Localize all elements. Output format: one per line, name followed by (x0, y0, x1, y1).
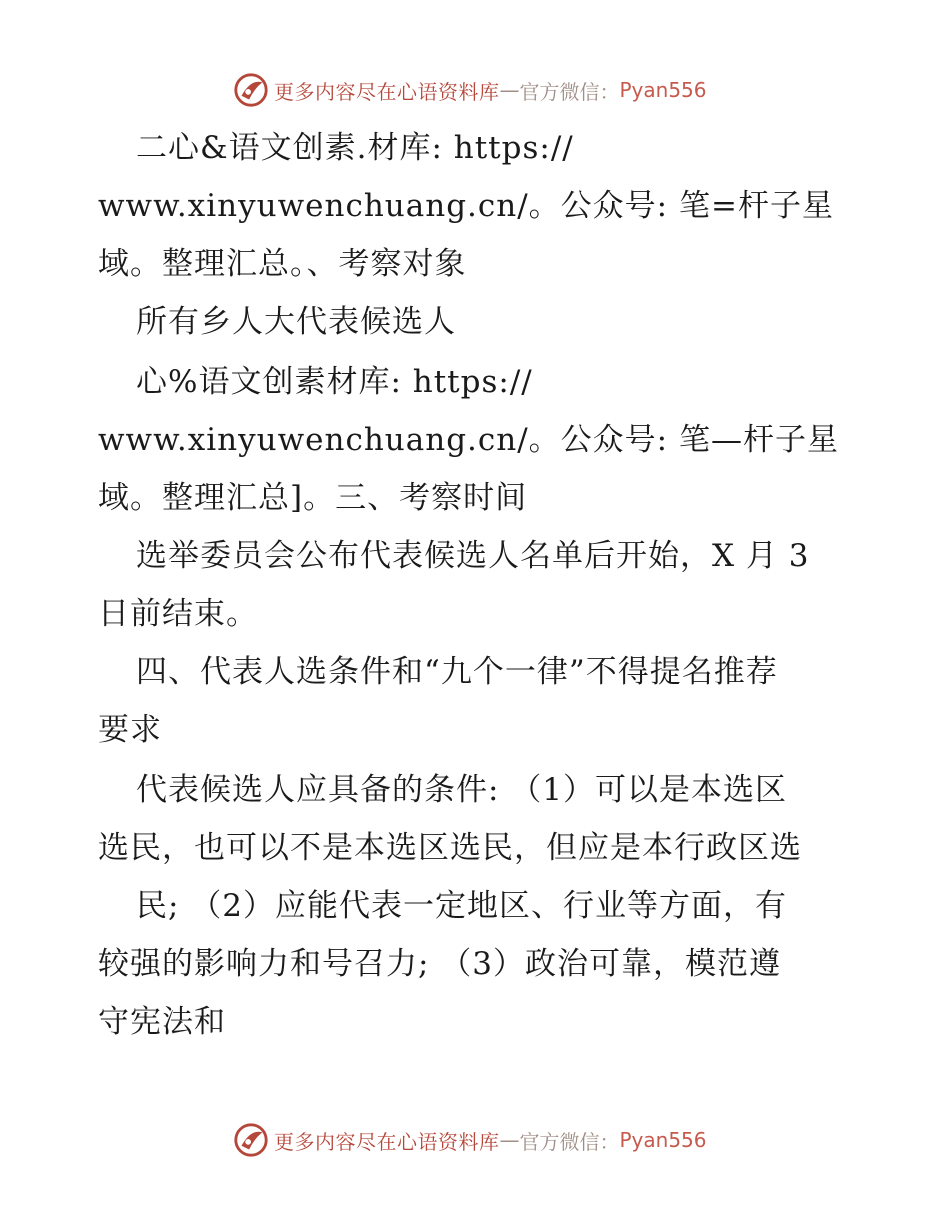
brand-logo-icon (232, 71, 270, 109)
text-line: 所有乡人大代表候选人 (136, 304, 456, 340)
text-line: www.xinyuwenchuang.cn/。公众号: 笔—杆子星 (98, 422, 839, 458)
text-line: 代表候选人应具备的条件: （1）可以是本选区 (136, 772, 788, 808)
text-line: 二心&语文创素.材库: https:// (136, 130, 574, 166)
banner-wechat-handle: Pyan556 (619, 78, 707, 102)
footer-banner (232, 1120, 707, 1160)
text-line: 守宪法和 (98, 1004, 226, 1040)
text-line: 日前结束。 (98, 596, 258, 632)
banner-separator: — (499, 1128, 520, 1152)
text-line: 心%语文创素材库: https:// (136, 364, 533, 400)
brand-logo-icon (232, 1121, 270, 1159)
text-line: 四、代表人选条件和“九个一律”不得提名推荐 (136, 654, 778, 690)
banner-wechat-handle: Pyan556 (619, 1128, 707, 1152)
text-line: www.xinyuwenchuang.cn/。公众号: 笔=杆子星 (98, 188, 834, 224)
text-line: 选民，也可以不是本选区选民，但应是本行政区选 (98, 830, 802, 866)
text-line: 域。整理汇总]。三、考察时间 (98, 480, 528, 516)
header-banner (232, 70, 707, 110)
banner-wechat-label: 官方微信： (519, 79, 620, 104)
text-line: 域。整理汇总。、考察对象 (98, 246, 467, 282)
banner-separator: — (499, 78, 520, 102)
banner-wechat-label: 官方微信： (519, 1129, 620, 1154)
banner-text: 更多内容尽在心语资料库 (274, 1129, 500, 1154)
text-line: 要求 (98, 712, 162, 748)
text-line: 民; （2）应能代表一定地区、行业等方面，有 (136, 888, 788, 924)
banner-text: 更多内容尽在心语资料库 (274, 79, 500, 104)
text-line: 选举委员会公布代表候选人名单后开始，X 月 3 (136, 538, 810, 574)
text-line: 较强的影响力和号召力; （3）政治可靠，模范遵 (98, 946, 782, 982)
